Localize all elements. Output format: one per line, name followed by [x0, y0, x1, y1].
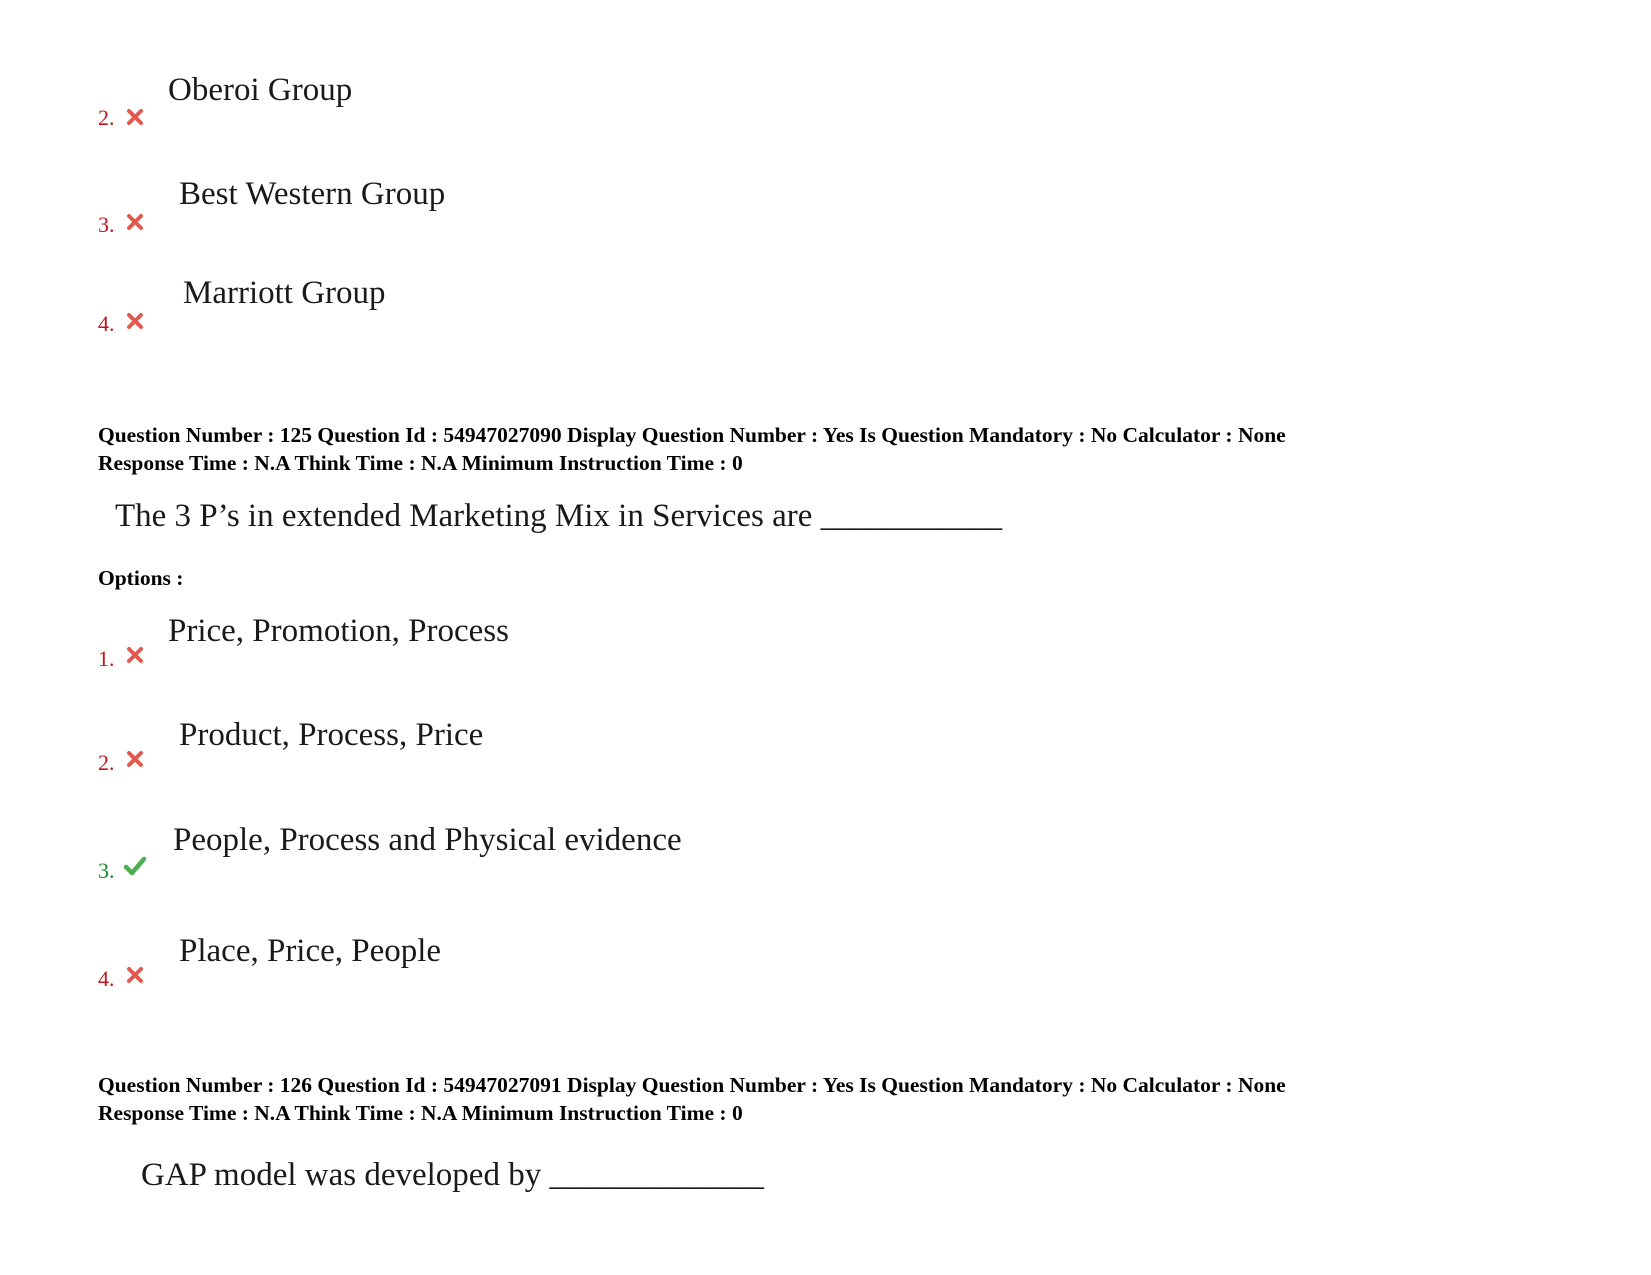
- options-label: Options :: [98, 566, 184, 590]
- option-text: Place, Price, People: [179, 933, 442, 969]
- cross-icon: [126, 966, 144, 984]
- cross-icon: [126, 108, 144, 126]
- option-number: 1.: [98, 646, 115, 671]
- question-126-text: GAP model was developed by _____________: [141, 1157, 764, 1193]
- question-125-meta: [98, 421, 1286, 477]
- option-text: Product, Process, Price: [179, 717, 484, 753]
- question-meta-line: Question Number : 125 Question Id : 54947027090 Display Question Number : Yes Is Question Mandatory : No Calculator : None: [98, 423, 1286, 447]
- question-125-text: The 3 P’s in extended Marketing Mix in Services are ___________: [115, 498, 1003, 534]
- option-number: 3.: [98, 858, 115, 883]
- cross-icon: [126, 750, 144, 768]
- cross-icon: [126, 312, 144, 330]
- cross-icon: [126, 646, 144, 664]
- question-126-meta: [98, 1071, 1286, 1127]
- question-meta-line: Response Time : N.A Think Time : N.A Minimum Instruction Time : 0: [98, 451, 743, 475]
- option-number: 2.: [98, 105, 115, 130]
- option-number: 3.: [98, 212, 115, 237]
- option-text: Price, Promotion, Process: [168, 613, 509, 649]
- question-meta-line: Response Time : N.A Think Time : N.A Minimum Instruction Time : 0: [98, 1101, 743, 1125]
- check-icon: [123, 856, 147, 876]
- option-text: Best Western Group: [179, 176, 446, 212]
- option-text: Marriott Group: [183, 275, 386, 311]
- cross-icon: [126, 213, 144, 231]
- option-text: People, Process and Physical evidence: [173, 822, 682, 858]
- option-number: 2.: [98, 750, 115, 775]
- option-number: 4.: [98, 311, 115, 336]
- option-number: 4.: [98, 966, 115, 991]
- option-text: Oberoi Group: [168, 72, 353, 108]
- question-meta-line: Question Number : 126 Question Id : 54947027091 Display Question Number : Yes Is Question Mandatory : No Calculator : None: [98, 1073, 1286, 1097]
